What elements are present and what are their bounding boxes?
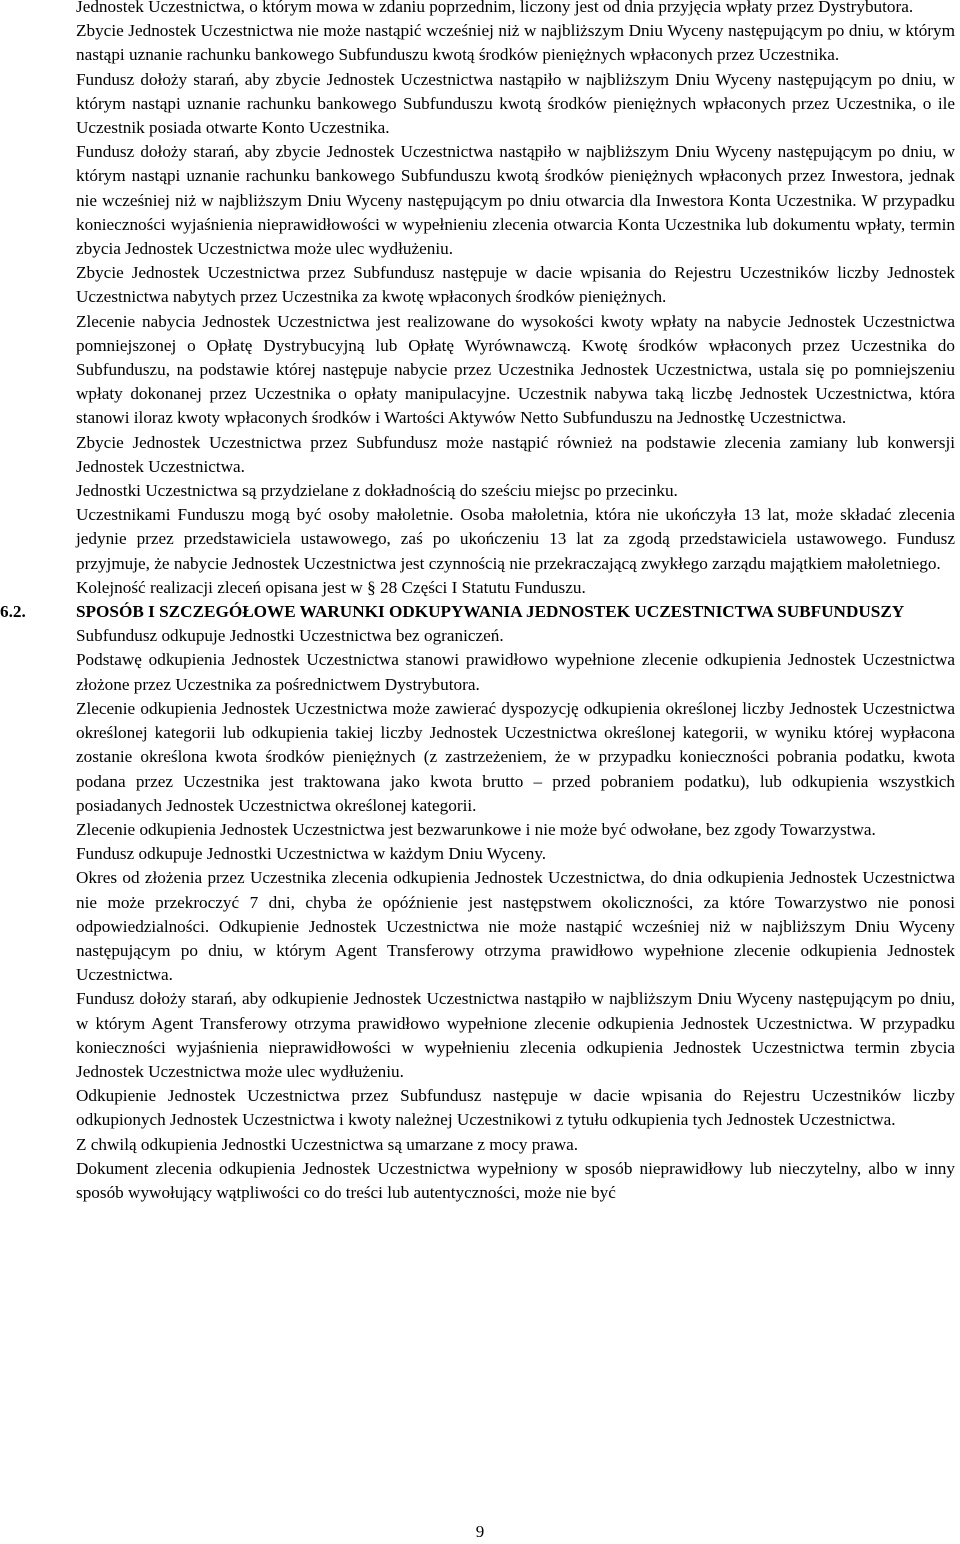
paragraph: Okres od złożenia przez Uczestnika zlecenia odkupienia Jednostek Uczestnictwa, do dnia odkupienia Jednostek Uczestnictwa nie może przekroczyć 7 dni, chyba że opóźnienie jest następstwem okoliczności, za które Towarzystwo nie ponosi odpowiedzialności. Odkupienie Jednostek Uczestnictwa nie może nastąpić wcześniej niż w najbliższym Dniu Wyceny następującym po dniu, w którym Agent Transferowy otrzyma prawidłowo wypełnione zlecenie odkupienia Jednostek Uczestnictwa.	[76, 868, 955, 985]
paragraph: Zlecenie odkupienia Jednostek Uczestnictwa jest bezwarunkowe i nie może być odwołane, bez zgody Towarzystwa.	[76, 819, 876, 839]
paragraph: Podstawę odkupienia Jednostek Uczestnictwa stanowi prawidłowo wypełnione zlecenie odkupienia Jednostek Uczestnictwa złożone przez Uczestnika za pośrednictwem Dystrybutora.	[76, 650, 955, 694]
section-number: 6.2.	[0, 602, 26, 622]
paragraph: Zbycie Jednostek Uczestnictwa przez Subfundusz może nastąpić również na podstawie zlecenia zamiany lub konwersji Jednostek Uczestnictwa.	[76, 432, 955, 476]
paragraph: Fundusz dołoży starań, aby zbycie Jednostek Uczestnictwa nastąpiło w najbliższym Dniu Wyceny następującym po dniu, w którym nastąpi uznanie rachunku bankowego Subfunduszu kwotą środków pieniężnych wpłaconych przez Inwestora, jednak nie wcześniej niż w najbliższym Dniu Wyceny następującym po dniu otwarcia dla Inwestora Konta Uczestnika. W przypadku konieczności wyjaśnienia nieprawidłowości w wypełnieniu zlecenia otwarcia Konta Uczestnika lub dokumentu wpłaty, termin zbycia Jednostek Uczestnictwa może ulec wydłużeniu.	[76, 142, 955, 259]
paragraph: Fundusz dołoży starań, aby zbycie Jednostek Uczestnictwa nastąpiło w najbliższym Dniu Wyceny następującym po dniu, w którym nastąpi uznanie rachunku bankowego Subfunduszu kwotą środków pieniężnych wpłaconych przez Uczestnika, o ile Uczestnik posiada otwarte Konto Uczestnika.	[76, 69, 955, 138]
paragraph: Zlecenie nabycia Jednostek Uczestnictwa jest realizowane do wysokości kwoty wpłaty na nabycie Jednostek Uczestnictwa pomniejszonej o Opłatę Dystrybucyjną lub Opłatę Wyrównawczą. Kwotę środków wpłaconych przez Uczestnika do Subfunduszu, na podstawie której następuje nabycie przez Uczestnika Jednostek Uczestnictwa, ustala się po pomniejszeniu wpłaty dokonanej przez Uczestnika o opłaty manipulacyjne. Uczestnik nabywa taką liczbę Jednostek Uczestnictwa, która stanowi iloraz kwoty wpłaconych środków i Wartości Aktywów Netto Subfunduszu na Jednostkę Uczestnictwa.	[76, 311, 955, 428]
paragraph: Zbycie Jednostek Uczestnictwa nie może nastąpić wcześniej niż w najbliższym Dniu Wyceny następującym po dniu, w którym nastąpi uznanie rachunku bankowego Subfunduszu kwotą środków pieniężnych wpłaconych przez Uczestnika.	[76, 21, 955, 65]
paragraph: Fundusz odkupuje Jednostki Uczestnictwa w każdym Dniu Wyceny.	[76, 844, 547, 864]
paragraph: Odkupienie Jednostek Uczestnictwa przez Subfundusz następuje w dacie wpisania do Rejestru Uczestników liczby odkupionych Jednostek Uczestnictwa i kwoty należnej Uczestnikowi z tytułu odkupienia tych Jednostek Uczestnictwa.	[76, 1086, 955, 1130]
paragraph-prev-continuation: Jednostek Uczestnictwa, o którym mowa w zdaniu poprzednim, liczony jest od dnia przyjęcia wpłaty przez Dystrybutora.	[76, 0, 914, 16]
page-number: 9	[475, 1522, 485, 1541]
paragraph: Zlecenie odkupienia Jednostek Uczestnictwa może zawierać dyspozycję odkupienia określonej liczby Jednostek Uczestnictwa określonej kategorii lub odkupienia takiej liczby Jednostek Uczestnictwa określonej kategorii, w wyniku której wypłacona zostanie określona kwota środków pieniężnych (z zastrzeżeniem, że w przypadku konieczności pobrania podatku, kwota podana przez Uczestnika jest traktowana jako kwota brutto – przed pobraniem podatku), lub odkupienia wszystkich posiadanych Jednostek Uczestnictwa określonej kategorii.	[76, 698, 955, 815]
section-heading	[0, 600, 955, 624]
paragraph: Subfundusz odkupuje Jednostki Uczestnictwa bez ograniczeń.	[76, 626, 504, 646]
paragraph: Zbycie Jednostek Uczestnictwa przez Subfundusz następuje w dacie wpisania do Rejestru Uczestników liczby Jednostek Uczestnictwa nabytych przez Uczestnika za kwotę wpłaconych środków pieniężnych.	[76, 263, 955, 307]
paragraph-continues: Dokument zlecenia odkupienia Jednostek Uczestnictwa wypełniony w sposób nieprawidłowy lub nieczytelny, albo w inny sposób wywołujący wątpliwości co do treści lub autentyczności, może nie być	[76, 1158, 955, 1202]
section-title: SPOSÓB I SZCZEGÓŁOWE WARUNKI ODKUPYWANIA JEDNOSTEK UCZESTNICTWA SUBFUNDUSZY	[76, 602, 905, 622]
paragraph: Fundusz dołoży starań, aby odkupienie Jednostek Uczestnictwa nastąpiło w najbliższym Dniu Wyceny następującym po dniu, w którym Agent Transferowy otrzyma prawidłowo wypełnione zlecenie odkupienia Jednostek Uczestnictwa. W przypadku konieczności wyjaśnienia nieprawidłowości w wypełnieniu zlecenia odkupienia Jednostek Uczestnictwa termin zbycia Jednostek Uczestnictwa może ulec wydłużeniu.	[76, 989, 955, 1081]
paragraph: Jednostki Uczestnictwa są przydzielane z dokładnością do sześciu miejsc po przecinku.	[76, 481, 678, 501]
paragraph: Kolejność realizacji zleceń opisana jest w § 28 Części I Statutu Funduszu.	[76, 577, 586, 597]
paragraph: Uczestnikami Funduszu mogą być osoby małoletnie. Osoba małoletnia, która nie ukończyła 13 lat, może składać zlecenia jedynie przez przedstawiciela ustawowego, zaś po ukończeniu 13 lat za zgodą przedstawiciela ustawowego. Fundusz przyjmuje, że nabycie Jednostek Uczestnictwa jest czynnością nie przekraczającą zwykłego zarządu majątkiem małoletniego.	[76, 505, 955, 573]
paragraph: Z chwilą odkupienia Jednostki Uczestnictwa są umarzane z mocy prawa.	[76, 1134, 579, 1154]
